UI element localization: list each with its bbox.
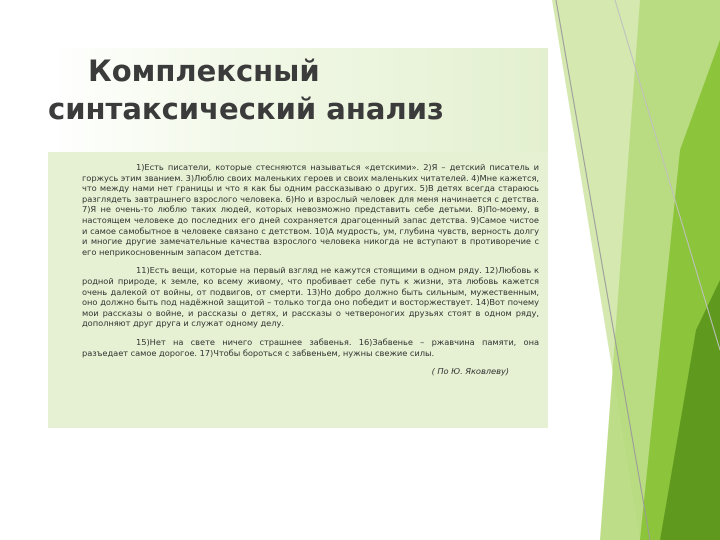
slide-title (48, 52, 548, 128)
title-line-2: синтаксический анализ (48, 92, 444, 126)
paragraph-2: 11)Есть вещи, которые на первый взгляд не кажутся стоящими в одном ряду. 12)Любовь к родной природе, к земле, ко всему живому, что пробивает себе путь к жизни, эта любовь кажется очень далекой от войны, от подвигов, от смерти. 13)Но добро должно быть сильным, мужественным, оно должно быть под надёжной защитой – только тогда оно победит и восторжествует. 14)Вот почему мои рассказы о войне, и рассказы о детях, и рассказы о четвероногих друзьях стоят в одном ряду, дополняют друг друга и служат одному делу. (82, 265, 539, 329)
paragraph-1: 1)Есть писатели, которые стесняются называться «детскими». 2)Я – детский писатель и горжусь этим званием. 3)Люблю своих маленьких героев и своих маленьких читателей. 4)Мне кажется, что между нами нет границы и что я как бы одним рассказываю о других. 5)В детях всегда стараюсь разглядеть завтрашнего взрослого человека. 6)Но и взрослый человек для меня начинается с детства. 7)Я не очень-то люблю таких людей, которых невозможно представить себе детьми. 8)По-моему, в настоящем человеке до последних его дней сохраняется драгоценный запас детства. 9)Самое чистое и самое самобытное в человеке связано с детством. 10)А мудрость, ум, глубина чувств, верность долгу и многие другие замечательные качества взрослого человека никогда не вступают в противоречие с его неприкосновенным запасом детства. (82, 162, 539, 257)
title-line-1: Комплексный (88, 54, 320, 88)
text-body (82, 162, 539, 377)
source-attribution: ( По Ю. Яковлеву) (431, 366, 509, 377)
paragraph-3: 15)Нет на свете ничего страшнее забвенья. 16)Забвенье – ржавчина памяти, она разъедает самое дорогое. 17)Чтобы бороться с забвеньем, нужны свежие силы. (82, 336, 539, 358)
